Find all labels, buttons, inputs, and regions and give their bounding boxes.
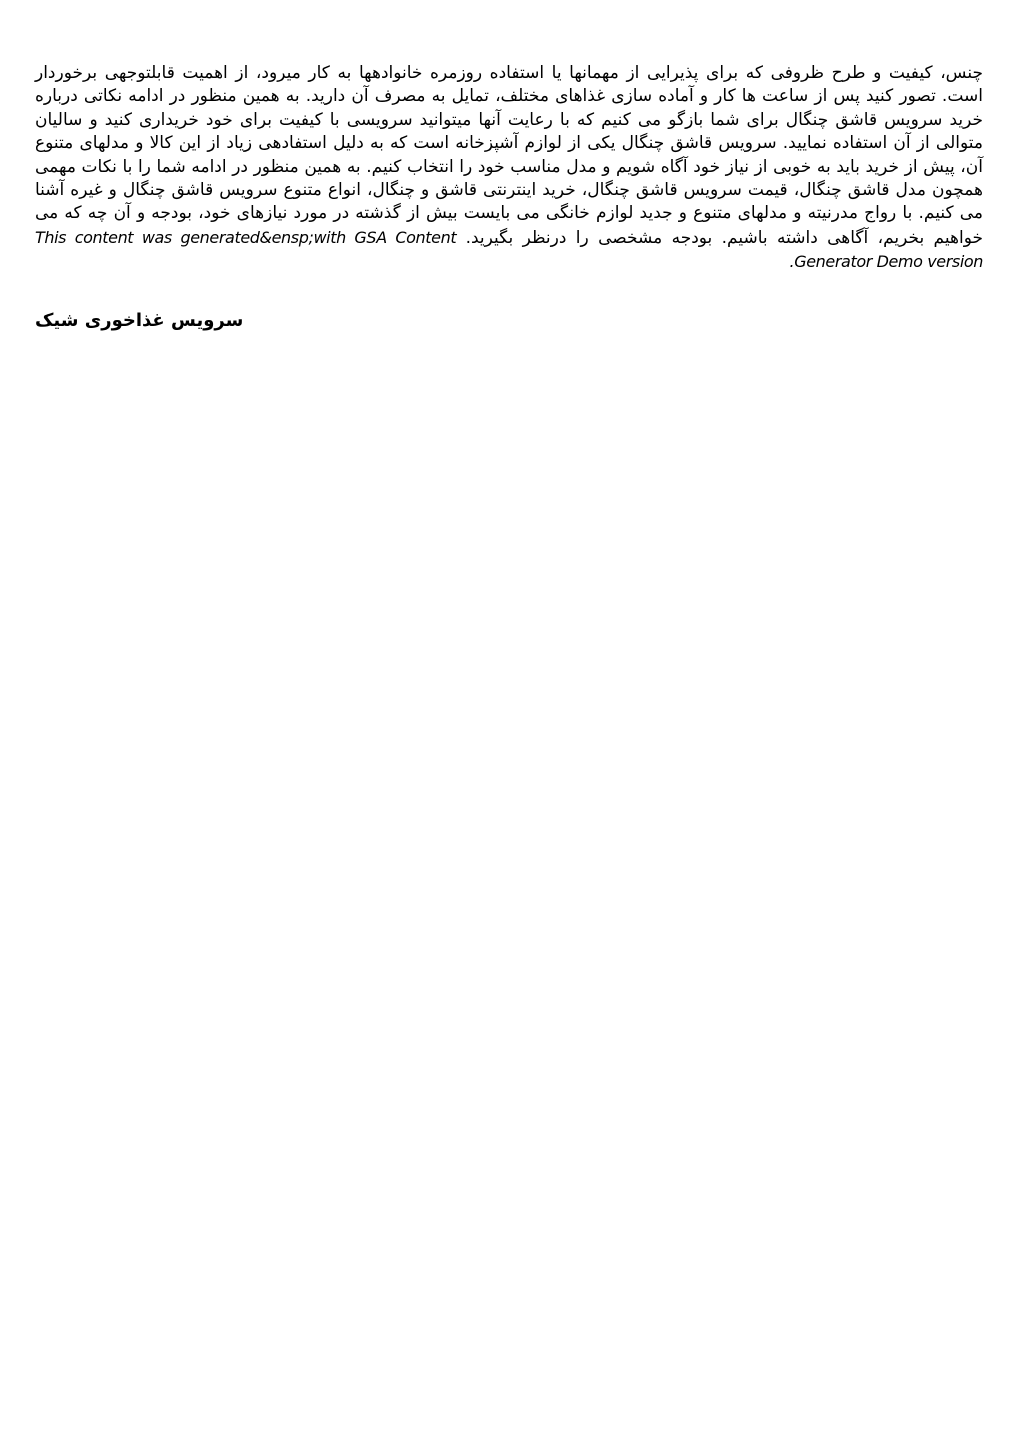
body-paragraph bbox=[35, 62, 983, 275]
generator-watermark: This content was generated&ensp;with GSA Content Generator Demo version. bbox=[35, 227, 983, 272]
document-page bbox=[35, 62, 983, 333]
section-heading: سرویس غذاخوری شیک bbox=[35, 309, 244, 331]
paragraph-text: چنس، کیفیت و طرح ظروفی که برای پذیرایی از مهمانها یا استفاده روزمره خانوادهها به کار میرود، از اهمیت قابلتوجهی برخوردار است. تصور کنید پس از ساعت ها کار و آماده سازی غذاهای مختلف، تمایل به مصرف آن دارید. به همین منظور در ادامه نکاتی درباره خرید سرویس قاشق چنگال برای شما بازگو می کنیم که با رعایت آنها میتوانید سرویسی با کیفیت برای خود خریداری کنید و سالیان متوالی از آن استفاده نمایید. سرویس قاشق چنگال یکی از لوازم آشپزخانه است که به دلیل استفادهی زیاد از این کالا و مدلهای متنوع آن، پیش از خرید باید به خوبی از نیاز خود آگاه شویم و مدل مناسب خود را انتخاب کنیم. به همین منظور در ادامه شما را با نکات مهمی همچون مدل قاشق چنگال، قیمت سرویس قاشق چنگال، خرید اینترنتی قاشق و چنگال، انواع متنوع سرویس قاشق چنگال و غیره آشنا می کنیم. با رواج مدرنیته و مدلهای متنوع و جدید لوازم خانگی می بایست بیش از گذشته در مورد نیازهای خود، بودجه و آن چه که می خواهیم بخریم، آگاهی داشته باشیم. بودجه مشخصی را درنظر بگیرید. bbox=[35, 63, 983, 248]
